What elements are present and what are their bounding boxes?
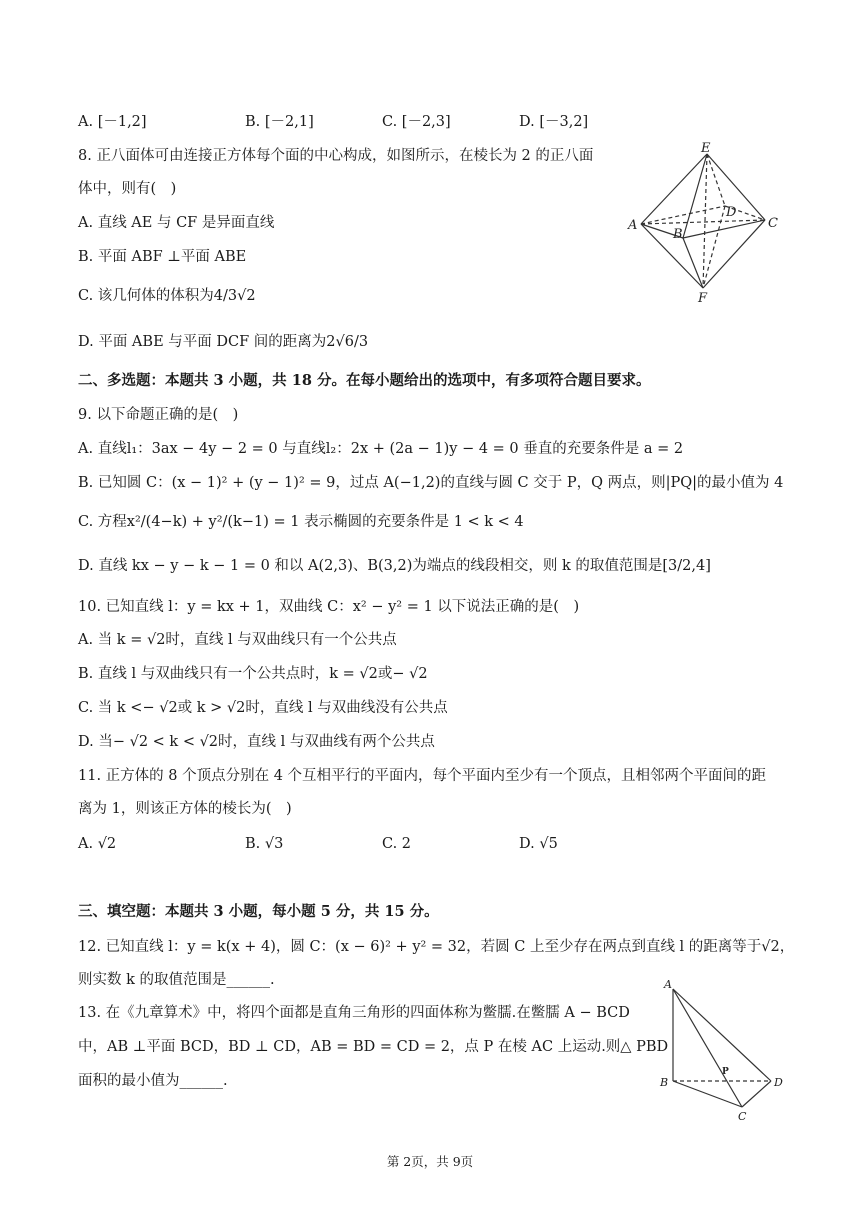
section-3-heading: 三、填空题：本题共 3 小题，每小题 5 分，共 15 分。 xyxy=(78,903,439,920)
q7-option-a: A. [－1,2] xyxy=(78,114,147,130)
tetrahedron-figure xyxy=(652,976,792,1126)
octahedron-label-a: A xyxy=(628,218,638,233)
q12-line1: 12. 已知直线 l：y = k(x + 4)，圆 C：(x − 6)² + y² = 32，若圆 C 上至少存在两点到直线 l 的距离等于√2， xyxy=(78,939,795,955)
q11-option-c: C. 2 xyxy=(382,836,412,852)
tetrahedron-label-a: A xyxy=(664,978,672,991)
q10-option-b: B. 直线 l 与双曲线只有一个公共点时，k = √2或− √2 xyxy=(78,666,428,682)
q8-stem-line1: 8. 正八面体可由连接正方体每个面的中心构成，如图所示，在棱长为 2 的正八面 xyxy=(78,148,594,164)
page-footer: 第 2页，共 9页 xyxy=(386,1154,474,1169)
q11-stem-line2: 离为 1，则该正方体的棱长为( ) xyxy=(78,801,292,817)
q9-stem: 9. 以下命题正确的是( ) xyxy=(78,407,239,423)
q9-option-a: A. 直线l₁：3ax − 4y − 2 = 0 与直线l₂：2x + (2a − 1)y − 4 = 0 垂直的充要条件是 a = 2 xyxy=(78,441,684,457)
q10-option-a: A. 当 k = √2时，直线 l 与双曲线只有一个公共点 xyxy=(78,632,397,648)
octahedron-figure xyxy=(625,140,785,305)
q12-line2: 则实数 k 的取值范围是______. xyxy=(78,972,275,988)
q13-line3: 面积的最小值为______. xyxy=(78,1073,228,1089)
tetrahedron-label-c: C xyxy=(738,1110,747,1123)
q7-option-d: D. [－3,2] xyxy=(519,114,589,130)
q10-stem: 10. 已知直线 l：y = kx + 1，双曲线 C：x² − y² = 1 以下说法正确的是( ) xyxy=(78,599,580,615)
tetrahedron-label-p: P xyxy=(722,1067,729,1077)
octahedron-label-e: E xyxy=(701,141,711,156)
q11-option-a: A. √2 xyxy=(78,836,117,852)
q10-option-c: C. 当 k <− √2或 k > √2时，直线 l 与双曲线没有公共点 xyxy=(78,700,448,716)
q11-option-b: B. √3 xyxy=(245,836,284,852)
q7-option-c: C. [－2,3] xyxy=(382,114,451,130)
q10-option-d: D. 当− √2 < k < √2时，直线 l 与双曲线有两个公共点 xyxy=(78,734,435,750)
q9-option-d: D. 直线 kx − y − k − 1 = 0 和以 A(2,3)、B(3,2)为端点的线段相交，则 k 的取值范围是[3/2,4] xyxy=(78,558,711,574)
q8-stem-line2: 体中，则有( ) xyxy=(78,181,177,197)
q13-line1: 13. 在《九章算术》中，将四个面都是直角三角形的四面体称为鳖臑.在鳖臑 A − BCD xyxy=(78,1005,630,1021)
q8-option-b: B. 平面 ABF ⊥平面 ABE xyxy=(78,249,247,265)
q8-option-d: D. 平面 ABE 与平面 DCF 间的距离为2√6/3 xyxy=(78,334,369,350)
q13-line2: 中，AB ⊥平面 BCD，BD ⊥ CD，AB = BD = CD = 2，点 P 在棱 AC 上运动.则△ PBD xyxy=(78,1039,669,1055)
section-2-heading: 二、多选题：本题共 3 小题，共 18 分。在每小题给出的选项中，有多项符合题目要求。 xyxy=(78,372,651,389)
q11-option-d: D. √5 xyxy=(519,836,558,852)
octahedron-label-d: D xyxy=(726,205,737,220)
octahedron-label-b: B xyxy=(673,227,683,242)
q9-option-c: C. 方程x²/(4−k) + y²/(k−1) = 1 表示椭圆的充要条件是 1 < k < 4 xyxy=(78,514,524,530)
octahedron-label-c: C xyxy=(768,216,778,231)
q7-option-b: B. [－2,1] xyxy=(245,114,314,130)
octahedron-label-f: F xyxy=(698,291,708,305)
tetrahedron-label-d: D xyxy=(774,1076,783,1089)
q8-option-a: A. 直线 AE 与 CF 是异面直线 xyxy=(78,215,275,231)
q9-option-b: B. 已知圆 C：(x − 1)² + (y − 1)² = 9，过点 A(−1,2)的直线与圆 C 交于 P，Q 两点，则|PQ|的最小值为 4 xyxy=(78,475,784,491)
q11-stem-line1: 11. 正方体的 8 个顶点分别在 4 个互相平行的平面内，每个平面内至少有一个顶点，且相邻两个平面间的距 xyxy=(78,768,767,784)
q8-option-c: C. 该几何体的体积为4/3√2 xyxy=(78,288,256,304)
tetrahedron-label-b: B xyxy=(660,1076,669,1089)
